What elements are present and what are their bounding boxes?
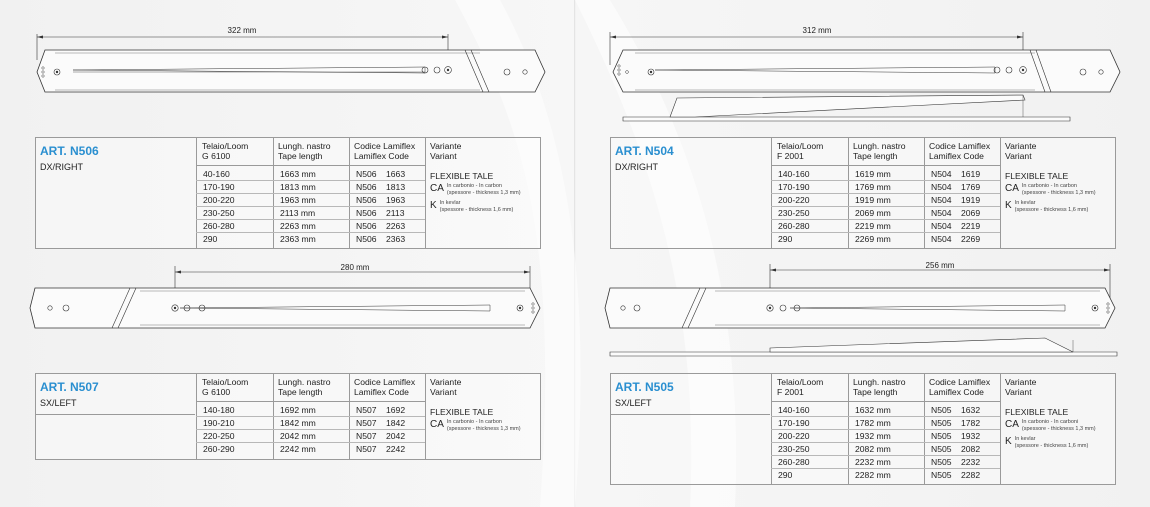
n505-tape-drawing xyxy=(605,260,1125,360)
n506-side: DX/RIGHT xyxy=(40,162,84,172)
table-row: 220-250 2042 mm N507 2042 xyxy=(196,430,425,443)
n506-rows xyxy=(196,168,425,245)
n506-dimension-label: 322 mm xyxy=(227,26,257,35)
table-row: 200-220 1963 mm N506 1963 xyxy=(196,194,425,207)
n507-rows xyxy=(196,404,425,455)
table-row: 200-220 1919 mm N504 1919 xyxy=(771,194,1000,207)
table-row: 260-280 2232 mm N505 2232 xyxy=(771,456,1000,469)
table-row: 140-180 1692 mm N507 1692 xyxy=(196,404,425,417)
n504-spec-table xyxy=(610,137,1116,249)
table-row: 290 2363 mm N506 2363 xyxy=(203,234,406,244)
n505-tape-header: Lungh. nastro Tape length xyxy=(853,377,906,397)
table-row: 260-280 2219 mm N504 2219 xyxy=(771,220,1000,233)
n506-loom-header: Telaio/Loom G 6100 xyxy=(202,141,249,161)
n507-loom-header: Telaio/Loom G 6100 xyxy=(202,377,249,397)
table-row: 230-250 2082 mm N505 2082 xyxy=(771,443,1000,456)
n507-tape-drawing xyxy=(30,260,550,340)
n504-variant-header: Variante Variant xyxy=(1005,141,1037,161)
n507-side: SX/LEFT xyxy=(40,398,77,408)
n507-variant-header: Variante Variant xyxy=(430,377,462,397)
table-row: 260-280 2263 mm N506 2263 xyxy=(196,220,425,233)
n505-code-header: Codice Lamiflex Lamiflex Code xyxy=(929,377,991,397)
table-row: 200-220 1932 mm N505 1932 xyxy=(771,430,1000,443)
n505-dimension-label: 256 mm xyxy=(925,261,955,270)
table-row: 230-250 2069 mm N504 2069 xyxy=(771,207,1000,220)
n507-spec-table xyxy=(35,373,541,460)
table-row: 290 2282 mm N505 2282 xyxy=(778,470,981,480)
n505-article-code: ART. N505 xyxy=(615,380,674,394)
n506-variant-header: Variante Variant xyxy=(430,141,462,161)
n507-variant-cell: FLEXIBLE TALE CA In carbonio - In carbon (spessore - thickness 1,3 mm) xyxy=(430,407,521,432)
n506-spec-table xyxy=(35,137,541,249)
table-row: 140-160 1632 mm N505 1632 xyxy=(771,404,1000,417)
n505-variant-header: Variante Variant xyxy=(1005,377,1037,397)
n504-tape-header: Lungh. nastro Tape length xyxy=(853,141,906,161)
table-row: 170-190 1782 mm N505 1782 xyxy=(771,417,1000,430)
n506-tape-drawing xyxy=(25,20,555,120)
n504-loom-header: Telaio/Loom F 2001 xyxy=(777,141,824,161)
n504-variant-cell: FLEXIBLE TALE CA In carbonio - In carbon (spessore - thickness 1,3 mm) K In kevlar (spessore - thickness 1,6 mm) xyxy=(1005,171,1096,213)
table-row: 170-190 1813 mm N506 1813 xyxy=(196,181,425,194)
n505-loom-header: Telaio/Loom F 2001 xyxy=(777,377,824,397)
n504-code-header: Codice Lamiflex Lamiflex Code xyxy=(929,141,991,161)
table-row: 170-190 1769 mm N504 1769 xyxy=(771,181,1000,194)
table-row: 290 2269 mm N504 2269 xyxy=(778,234,981,244)
n504-dimension-label: 312 mm xyxy=(802,26,832,35)
n506-code-header: Codice Lamiflex Lamiflex Code xyxy=(354,141,416,161)
n505-rows xyxy=(771,404,1000,481)
n504-rows xyxy=(771,168,1000,245)
n507-dimension-label: 280 mm xyxy=(340,263,370,272)
table-row: 40-160 1663 mm N506 1663 xyxy=(196,168,425,181)
n507-article-code: ART. N507 xyxy=(40,380,99,394)
n504-tape-drawing xyxy=(605,20,1125,130)
n507-tape-header: Lungh. nastro Tape length xyxy=(278,377,331,397)
n506-variant-cell: FLEXIBLE TALE CA In carbonio - In carbon (spessore - thickness 1,3 mm) K In kevlar (spessore - thickness 1,6 mm) xyxy=(430,171,521,213)
n504-side: DX/RIGHT xyxy=(615,162,659,172)
n507-code-header: Codice Lamiflex Lamiflex Code xyxy=(354,377,416,397)
table-row: 230-250 2113 mm N506 2113 xyxy=(196,207,425,220)
n506-article-code: ART. N506 xyxy=(40,144,99,158)
n505-variant-cell: FLEXIBLE TALE CA In carbonio - In carboni (spessore - thickness 1,3 mm) K In kevlar (spessore - thickness 1,6 mm) xyxy=(1005,407,1096,449)
n506-tape-header: Lungh. nastro Tape length xyxy=(278,141,331,161)
n505-side: SX/LEFT xyxy=(615,398,652,408)
table-row: 190-210 1842 mm N507 1842 xyxy=(196,417,425,430)
table-row: 140-160 1619 mm N504 1619 xyxy=(771,168,1000,181)
n504-article-code: ART. N504 xyxy=(615,144,674,158)
n505-spec-table xyxy=(610,373,1116,485)
table-row: 260-290 2242 mm N507 2242 xyxy=(203,444,406,454)
